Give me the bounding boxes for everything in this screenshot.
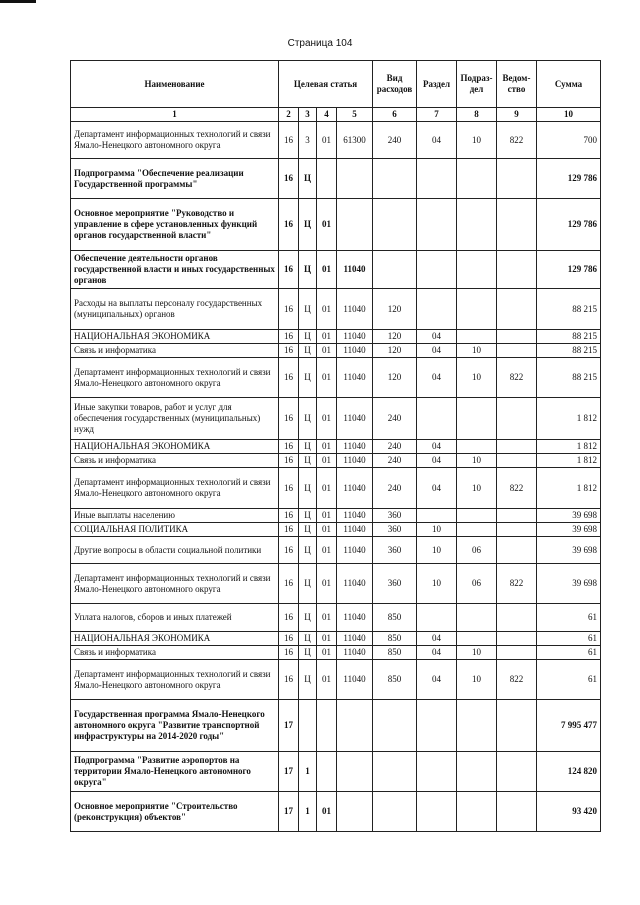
direction-code-cell: 11040 xyxy=(337,509,373,523)
direction-code-cell: 11040 xyxy=(337,660,373,700)
table-row xyxy=(71,660,601,700)
name-cell: Департамент информационных технологий и связи Ямало-Ненецкого автономного округа xyxy=(71,358,279,398)
department-cell xyxy=(497,289,537,330)
department-cell: 822 xyxy=(497,660,537,700)
name-cell: Уплата налогов, сборов и иных платежей xyxy=(71,604,279,632)
program-code-cell: 16 xyxy=(279,358,299,398)
table-row xyxy=(71,468,601,509)
name-cell: Государственная программа Ямало-Ненецкого автономного округа "Развитие транспортной инфраструктуры на 2014-2020 годы" xyxy=(71,700,279,752)
activity-code-cell: 01 xyxy=(317,537,337,564)
subsection-cell xyxy=(457,752,497,792)
name-cell: Связь и информатика xyxy=(71,344,279,358)
section-cell xyxy=(417,792,457,832)
subsection-cell xyxy=(457,604,497,632)
section-cell xyxy=(417,604,457,632)
expense-type-cell: 240 xyxy=(373,398,417,440)
table-row xyxy=(71,440,601,454)
program-code-cell: 16 xyxy=(279,468,299,509)
table-row xyxy=(71,523,601,537)
expense-type-cell xyxy=(373,199,417,251)
name-cell: Подпрограмма "Обеспечение реализации Государственной программы" xyxy=(71,159,279,199)
header-target-article: Целевая статья xyxy=(279,61,373,108)
activity-code-cell: 01 xyxy=(317,604,337,632)
subsection-cell xyxy=(457,792,497,832)
header-name: Наименование xyxy=(71,61,279,108)
subsection-cell: 10 xyxy=(457,122,497,159)
subsection-cell xyxy=(457,700,497,752)
name-cell: Основное мероприятие "Руководство и управление в сфере установленных функций органов государственной власти" xyxy=(71,199,279,251)
program-code-cell: 16 xyxy=(279,398,299,440)
activity-code-cell: 01 xyxy=(317,358,337,398)
subprogram-code-cell: Ц xyxy=(299,398,317,440)
program-code-cell: 16 xyxy=(279,344,299,358)
expense-type-cell: 360 xyxy=(373,564,417,604)
header-expense-type: Вид расходов xyxy=(373,61,417,108)
amount-cell: 39 698 xyxy=(537,509,601,523)
direction-code-cell: 11040 xyxy=(337,440,373,454)
activity-code-cell: 01 xyxy=(317,792,337,832)
direction-code-cell: 11040 xyxy=(337,251,373,289)
activity-code-cell: 01 xyxy=(317,660,337,700)
section-cell xyxy=(417,752,457,792)
activity-code-cell: 01 xyxy=(317,646,337,660)
name-cell: Основное мероприятие "Строительство (реконструкция) объектов" xyxy=(71,792,279,832)
expense-type-cell: 850 xyxy=(373,632,417,646)
department-cell: 822 xyxy=(497,122,537,159)
department-cell xyxy=(497,752,537,792)
name-cell: Департамент информационных технологий и связи Ямало-Ненецкого автономного округа xyxy=(71,122,279,159)
header-amount: Сумма xyxy=(537,61,601,108)
expense-type-cell: 360 xyxy=(373,523,417,537)
name-cell: НАЦИОНАЛЬНАЯ ЭКОНОМИКА xyxy=(71,330,279,344)
program-code-cell: 17 xyxy=(279,752,299,792)
section-cell: 04 xyxy=(417,344,457,358)
column-number-row xyxy=(71,108,601,122)
subprogram-code-cell: 1 xyxy=(299,792,317,832)
section-cell xyxy=(417,159,457,199)
name-cell: Расходы на выплаты персоналу государственных (муниципальных) органов xyxy=(71,289,279,330)
section-cell xyxy=(417,289,457,330)
header-subsection: Подраз-дел xyxy=(457,61,497,108)
amount-cell: 129 786 xyxy=(537,159,601,199)
subprogram-code-cell xyxy=(299,700,317,752)
name-cell: Департамент информационных технологий и связи Ямало-Ненецкого автономного округа xyxy=(71,468,279,509)
name-cell: НАЦИОНАЛЬНАЯ ЭКОНОМИКА xyxy=(71,632,279,646)
program-code-cell: 16 xyxy=(279,509,299,523)
expense-type-cell: 240 xyxy=(373,454,417,468)
activity-code-cell: 01 xyxy=(317,564,337,604)
section-cell: 04 xyxy=(417,454,457,468)
column-number: 6 xyxy=(373,108,417,122)
name-cell: Департамент информационных технологий и связи Ямало-Ненецкого автономного округа xyxy=(71,564,279,604)
activity-code-cell: 01 xyxy=(317,199,337,251)
section-cell: 04 xyxy=(417,468,457,509)
amount-cell: 1 812 xyxy=(537,398,601,440)
column-number: 1 xyxy=(71,108,279,122)
section-cell xyxy=(417,398,457,440)
table-row xyxy=(71,509,601,523)
amount-cell: 39 698 xyxy=(537,537,601,564)
name-cell: Обеспечение деятельности органов государственной власти и иных государственных органов xyxy=(71,251,279,289)
program-code-cell: 16 xyxy=(279,199,299,251)
activity-code-cell: 01 xyxy=(317,632,337,646)
amount-cell: 61 xyxy=(537,604,601,632)
expense-type-cell: 240 xyxy=(373,468,417,509)
column-number: 5 xyxy=(337,108,373,122)
subprogram-code-cell: Ц xyxy=(299,523,317,537)
section-cell xyxy=(417,700,457,752)
subprogram-code-cell: Ц xyxy=(299,289,317,330)
page-label: Страница 104 xyxy=(287,38,353,49)
section-cell: 10 xyxy=(417,537,457,564)
table-row xyxy=(71,344,601,358)
direction-code-cell: 11040 xyxy=(337,330,373,344)
subprogram-code-cell: Ц xyxy=(299,358,317,398)
program-code-cell: 16 xyxy=(279,632,299,646)
column-number: 2 xyxy=(279,108,299,122)
table-row xyxy=(71,199,601,251)
activity-code-cell: 01 xyxy=(317,289,337,330)
amount-cell: 61 xyxy=(537,632,601,646)
subsection-cell: 10 xyxy=(457,660,497,700)
amount-cell: 88 215 xyxy=(537,358,601,398)
department-cell xyxy=(497,632,537,646)
activity-code-cell: 01 xyxy=(317,251,337,289)
column-number: 10 xyxy=(537,108,601,122)
column-number: 8 xyxy=(457,108,497,122)
department-cell xyxy=(497,344,537,358)
expense-type-cell: 850 xyxy=(373,646,417,660)
direction-code-cell xyxy=(337,752,373,792)
program-code-cell: 16 xyxy=(279,604,299,632)
expense-type-cell xyxy=(373,251,417,289)
section-cell: 04 xyxy=(417,646,457,660)
direction-code-cell: 11040 xyxy=(337,564,373,604)
expense-type-cell: 850 xyxy=(373,604,417,632)
direction-code-cell xyxy=(337,792,373,832)
program-code-cell: 17 xyxy=(279,792,299,832)
program-code-cell: 16 xyxy=(279,537,299,564)
amount-cell: 93 420 xyxy=(537,792,601,832)
program-code-cell: 16 xyxy=(279,454,299,468)
department-cell xyxy=(497,604,537,632)
name-cell: Связь и информатика xyxy=(71,454,279,468)
activity-code-cell: 01 xyxy=(317,468,337,509)
department-cell xyxy=(497,440,537,454)
expense-type-cell xyxy=(373,159,417,199)
program-code-cell: 16 xyxy=(279,646,299,660)
subsection-cell xyxy=(457,159,497,199)
activity-code-cell: 01 xyxy=(317,509,337,523)
column-number: 3 xyxy=(299,108,317,122)
expense-type-cell: 360 xyxy=(373,537,417,564)
direction-code-cell xyxy=(337,199,373,251)
header-department: Ведом-ство xyxy=(497,61,537,108)
direction-code-cell xyxy=(337,700,373,752)
amount-cell: 124 820 xyxy=(537,752,601,792)
subprogram-code-cell: Ц xyxy=(299,604,317,632)
expense-type-cell: 120 xyxy=(373,358,417,398)
subprogram-code-cell: 3 xyxy=(299,122,317,159)
amount-cell: 61 xyxy=(537,646,601,660)
direction-code-cell: 11040 xyxy=(337,604,373,632)
department-cell xyxy=(497,646,537,660)
direction-code-cell: 11040 xyxy=(337,523,373,537)
subprogram-code-cell: Ц xyxy=(299,440,317,454)
program-code-cell: 17 xyxy=(279,700,299,752)
subprogram-code-cell: Ц xyxy=(299,632,317,646)
column-number: 7 xyxy=(417,108,457,122)
table-row xyxy=(71,289,601,330)
amount-cell: 700 xyxy=(537,122,601,159)
department-cell xyxy=(497,398,537,440)
subprogram-code-cell: Ц xyxy=(299,454,317,468)
department-cell: 822 xyxy=(497,468,537,509)
direction-code-cell xyxy=(337,159,373,199)
activity-code-cell: 01 xyxy=(317,330,337,344)
table-row xyxy=(71,564,601,604)
subprogram-code-cell: Ц xyxy=(299,660,317,700)
direction-code-cell: 11040 xyxy=(337,646,373,660)
expense-type-cell: 360 xyxy=(373,509,417,523)
activity-code-cell: 01 xyxy=(317,398,337,440)
subsection-cell: 10 xyxy=(457,646,497,660)
direction-code-cell: 11040 xyxy=(337,358,373,398)
expense-type-cell: 120 xyxy=(373,289,417,330)
amount-cell: 88 215 xyxy=(537,330,601,344)
program-code-cell: 16 xyxy=(279,330,299,344)
table-row xyxy=(71,792,601,832)
subsection-cell xyxy=(457,523,497,537)
section-cell: 04 xyxy=(417,632,457,646)
department-cell xyxy=(497,251,537,289)
department-cell xyxy=(497,792,537,832)
amount-cell: 1 812 xyxy=(537,468,601,509)
subprogram-code-cell: Ц xyxy=(299,646,317,660)
table-row xyxy=(71,454,601,468)
section-cell xyxy=(417,199,457,251)
subprogram-code-cell: Ц xyxy=(299,199,317,251)
table-row xyxy=(71,251,601,289)
column-number: 9 xyxy=(497,108,537,122)
activity-code-cell: 01 xyxy=(317,122,337,159)
expense-type-cell xyxy=(373,700,417,752)
subsection-cell: 06 xyxy=(457,537,497,564)
direction-code-cell: 11040 xyxy=(337,537,373,564)
section-cell: 04 xyxy=(417,440,457,454)
expense-type-cell: 240 xyxy=(373,122,417,159)
subprogram-code-cell: Ц xyxy=(299,564,317,604)
table-body xyxy=(71,122,601,832)
program-code-cell: 16 xyxy=(279,660,299,700)
section-cell: 04 xyxy=(417,122,457,159)
direction-code-cell: 61300 xyxy=(337,122,373,159)
subsection-cell xyxy=(457,251,497,289)
program-code-cell: 16 xyxy=(279,289,299,330)
expense-type-cell xyxy=(373,752,417,792)
subsection-cell: 06 xyxy=(457,564,497,604)
name-cell: Связь и информатика xyxy=(71,646,279,660)
expense-type-cell: 850 xyxy=(373,660,417,700)
section-cell: 10 xyxy=(417,523,457,537)
subprogram-code-cell: 1 xyxy=(299,752,317,792)
amount-cell: 39 698 xyxy=(537,564,601,604)
subsection-cell xyxy=(457,199,497,251)
subprogram-code-cell: Ц xyxy=(299,344,317,358)
program-code-cell: 16 xyxy=(279,440,299,454)
corner-scan-mark xyxy=(0,0,36,3)
department-cell xyxy=(497,454,537,468)
direction-code-cell: 11040 xyxy=(337,468,373,509)
direction-code-cell: 11040 xyxy=(337,289,373,330)
table-row xyxy=(71,700,601,752)
expense-type-cell: 120 xyxy=(373,330,417,344)
activity-code-cell: 01 xyxy=(317,454,337,468)
subsection-cell xyxy=(457,632,497,646)
table-row xyxy=(71,646,601,660)
department-cell xyxy=(497,509,537,523)
subsection-cell: 10 xyxy=(457,454,497,468)
program-code-cell: 16 xyxy=(279,251,299,289)
amount-cell: 88 215 xyxy=(537,289,601,330)
table-row xyxy=(71,537,601,564)
table-row xyxy=(71,632,601,646)
subsection-cell: 10 xyxy=(457,468,497,509)
amount-cell: 1 812 xyxy=(537,440,601,454)
subprogram-code-cell: Ц xyxy=(299,537,317,564)
expense-type-cell xyxy=(373,792,417,832)
department-cell xyxy=(497,330,537,344)
program-code-cell: 16 xyxy=(279,159,299,199)
name-cell: Подпрограмма "Развитие аэропортов на территории Ямало-Ненецкого автономного округа" xyxy=(71,752,279,792)
column-number: 4 xyxy=(317,108,337,122)
name-cell: Иные выплаты населению xyxy=(71,509,279,523)
table-row xyxy=(71,398,601,440)
expense-type-cell: 240 xyxy=(373,440,417,454)
name-cell: Департамент информационных технологий и связи Ямало-Ненецкого автономного округа xyxy=(71,660,279,700)
department-cell xyxy=(497,537,537,564)
section-cell: 04 xyxy=(417,330,457,344)
name-cell: СОЦИАЛЬНАЯ ПОЛИТИКА xyxy=(71,523,279,537)
name-cell: Другие вопросы в области социальной политики xyxy=(71,537,279,564)
section-cell: 04 xyxy=(417,358,457,398)
amount-cell: 129 786 xyxy=(537,251,601,289)
subprogram-code-cell: Ц xyxy=(299,251,317,289)
budget-table xyxy=(70,60,601,832)
header-section: Раздел xyxy=(417,61,457,108)
activity-code-cell: 01 xyxy=(317,344,337,358)
header-row xyxy=(71,61,601,108)
department-cell: 822 xyxy=(497,564,537,604)
activity-code-cell: 01 xyxy=(317,523,337,537)
activity-code-cell: 01 xyxy=(317,440,337,454)
activity-code-cell xyxy=(317,752,337,792)
subprogram-code-cell: Ц xyxy=(299,509,317,523)
subsection-cell xyxy=(457,398,497,440)
direction-code-cell: 11040 xyxy=(337,632,373,646)
activity-code-cell xyxy=(317,700,337,752)
department-cell xyxy=(497,523,537,537)
program-code-cell: 16 xyxy=(279,564,299,604)
name-cell: Иные закупки товаров, работ и услуг для обеспечения государственных (муниципальных) нужд xyxy=(71,398,279,440)
subprogram-code-cell: Ц xyxy=(299,330,317,344)
amount-cell: 39 698 xyxy=(537,523,601,537)
table-row xyxy=(71,122,601,159)
subsection-cell: 10 xyxy=(457,358,497,398)
program-code-cell: 16 xyxy=(279,523,299,537)
activity-code-cell xyxy=(317,159,337,199)
amount-cell: 7 995 477 xyxy=(537,700,601,752)
amount-cell: 61 xyxy=(537,660,601,700)
section-cell xyxy=(417,509,457,523)
direction-code-cell: 11040 xyxy=(337,398,373,440)
name-cell: НАЦИОНАЛЬНАЯ ЭКОНОМИКА xyxy=(71,440,279,454)
subsection-cell: 10 xyxy=(457,344,497,358)
section-cell: 10 xyxy=(417,564,457,604)
subsection-cell xyxy=(457,289,497,330)
direction-code-cell: 11040 xyxy=(337,344,373,358)
amount-cell: 1 812 xyxy=(537,454,601,468)
subsection-cell xyxy=(457,330,497,344)
table-row xyxy=(71,330,601,344)
table-row xyxy=(71,159,601,199)
section-cell xyxy=(417,251,457,289)
subsection-cell xyxy=(457,509,497,523)
subprogram-code-cell: Ц xyxy=(299,159,317,199)
program-code-cell: 16 xyxy=(279,122,299,159)
direction-code-cell: 11040 xyxy=(337,454,373,468)
expense-type-cell: 120 xyxy=(373,344,417,358)
amount-cell: 88 215 xyxy=(537,344,601,358)
amount-cell: 129 786 xyxy=(537,199,601,251)
table-row xyxy=(71,604,601,632)
department-cell xyxy=(497,700,537,752)
table-row xyxy=(71,752,601,792)
department-cell: 822 xyxy=(497,358,537,398)
subsection-cell xyxy=(457,440,497,454)
department-cell xyxy=(497,199,537,251)
department-cell xyxy=(497,159,537,199)
subprogram-code-cell: Ц xyxy=(299,468,317,509)
table-row xyxy=(71,358,601,398)
section-cell: 04 xyxy=(417,660,457,700)
